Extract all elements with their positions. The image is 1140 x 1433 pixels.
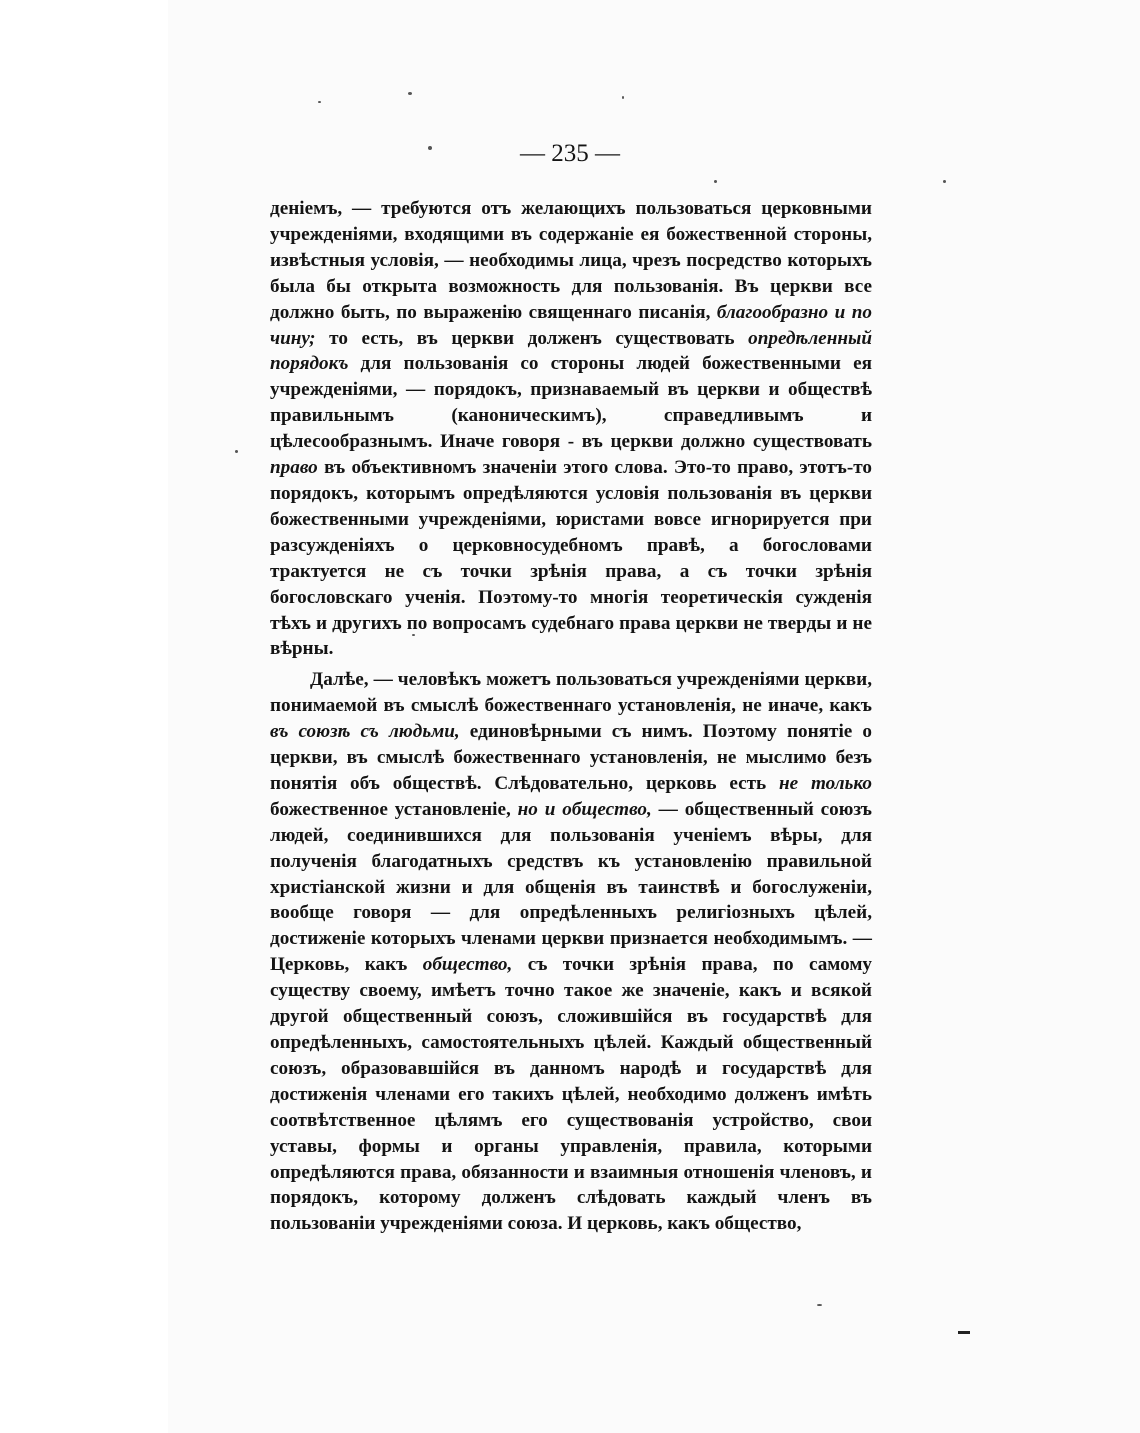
text-run: для пользованія со стороны людей божественными ея учрежденіями, — порядокъ, признаваемый въ церкви и обществѣ правильнымъ (каноническимъ), справедливымъ и цѣлесообразнымъ. Иначе говоря - въ церкви должно существовать <box>270 353 872 453</box>
text-run: то есть, въ церкви долженъ существовать <box>315 327 749 349</box>
scan-speck <box>412 634 415 636</box>
text-run: божественное установленіе, <box>270 798 518 820</box>
text-run: деніемъ, — требуются отъ желающихъ пользоваться церковными учрежденіями, входящими въ содержаніе ея божественной стороны, извѣстныя условія, — необходимы лица, чрезъ посредство которыхъ была бы открыта возможность для пользованія. Въ церкви все должно быть, по выраженію священнаго писанія, <box>270 198 872 323</box>
scan-speck <box>318 101 321 103</box>
italic-run: не только <box>779 772 872 794</box>
scan-speck <box>817 1304 822 1306</box>
text-run: Далѣе, — человѣкъ можетъ пользоваться учрежденіями церкви, понимаемой въ смыслѣ божественнаго установленія, не иначе, какъ <box>270 669 872 717</box>
italic-run: опредѣленный порядокъ <box>270 327 872 375</box>
italic-run: въ союзѣ съ людьми, <box>270 721 460 743</box>
italic-run: право <box>270 457 318 479</box>
scan-speck <box>714 180 717 183</box>
page-number: — 235 — <box>520 140 620 167</box>
scan-mark <box>958 1331 970 1334</box>
text-run: съ точки зрѣнія права, по самому существу своему, имѣетъ точно такое же значеніе, какъ и всякой другой общественный союзъ, сложившійся въ государствѣ для опредѣленныхъ, самостоятельныхъ цѣлей. Каждый общественный союзъ, образовавшійся въ данномъ народѣ и государствѣ для достиженія членами его такихъ цѣлей, необходимо долженъ имѣть соотвѣтственное цѣлямъ его существованія устройство, свои уставы, формы и органы управленія, правила, которыми опредѣляются права, обязанности и взаимныя отношенія членовъ, и порядокъ, которому долженъ слѣдовать каждый членъ въ пользованіи учрежденіями союза. И церковь, какъ общество, <box>270 954 873 1235</box>
text-run: единовѣрными съ нимъ. Поэтому понятіе о церкви, въ смыслѣ божественнаго установленія, не мыслимо безъ понятія объ обществѣ. Слѣдовательно, церковь есть <box>270 721 872 794</box>
scan-speck <box>428 146 432 150</box>
body-text <box>270 196 872 1237</box>
paragraph <box>270 667 872 1237</box>
italic-run: благообразно и по чину; <box>270 301 872 349</box>
scan-speck <box>622 96 624 99</box>
scan-speck <box>943 180 946 183</box>
italic-run: но и общество, <box>517 798 652 820</box>
paragraph <box>270 196 872 662</box>
text-run: — общественный союзъ людей, соединившихся для пользованія ученіемъ вѣры, для полученія благодатныхъ средствъ къ установленію правильной христіанской жизни и для общенія въ таинствѣ и богослуженіи, вообще говоря — для опредѣленныхъ религіозныхъ цѣлей, достиженіе которыхъ членами церкви признается необходимымъ. — Церковь, какъ <box>270 798 872 976</box>
scan-speck <box>408 92 412 95</box>
scan-speck <box>235 450 238 453</box>
text-run: въ объективномъ значеніи этого слова. Это-то право, этотъ-то порядокъ, которымъ опредѣляются условія пользованія въ церкви божественными учрежденіями, юристами вовсе игнорируется при разсужденіяхъ о церковносудебномъ правѣ, а богословами трактуется не съ точки зрѣнія права, а съ точки зрѣнія богословскаго ученія. Поэтому-то многія теоретическія сужденія тѣхъ и другихъ по вопросамъ судебнаго права церкви не тверды и не вѣрны. <box>270 457 872 660</box>
italic-run: общество, <box>422 954 513 976</box>
